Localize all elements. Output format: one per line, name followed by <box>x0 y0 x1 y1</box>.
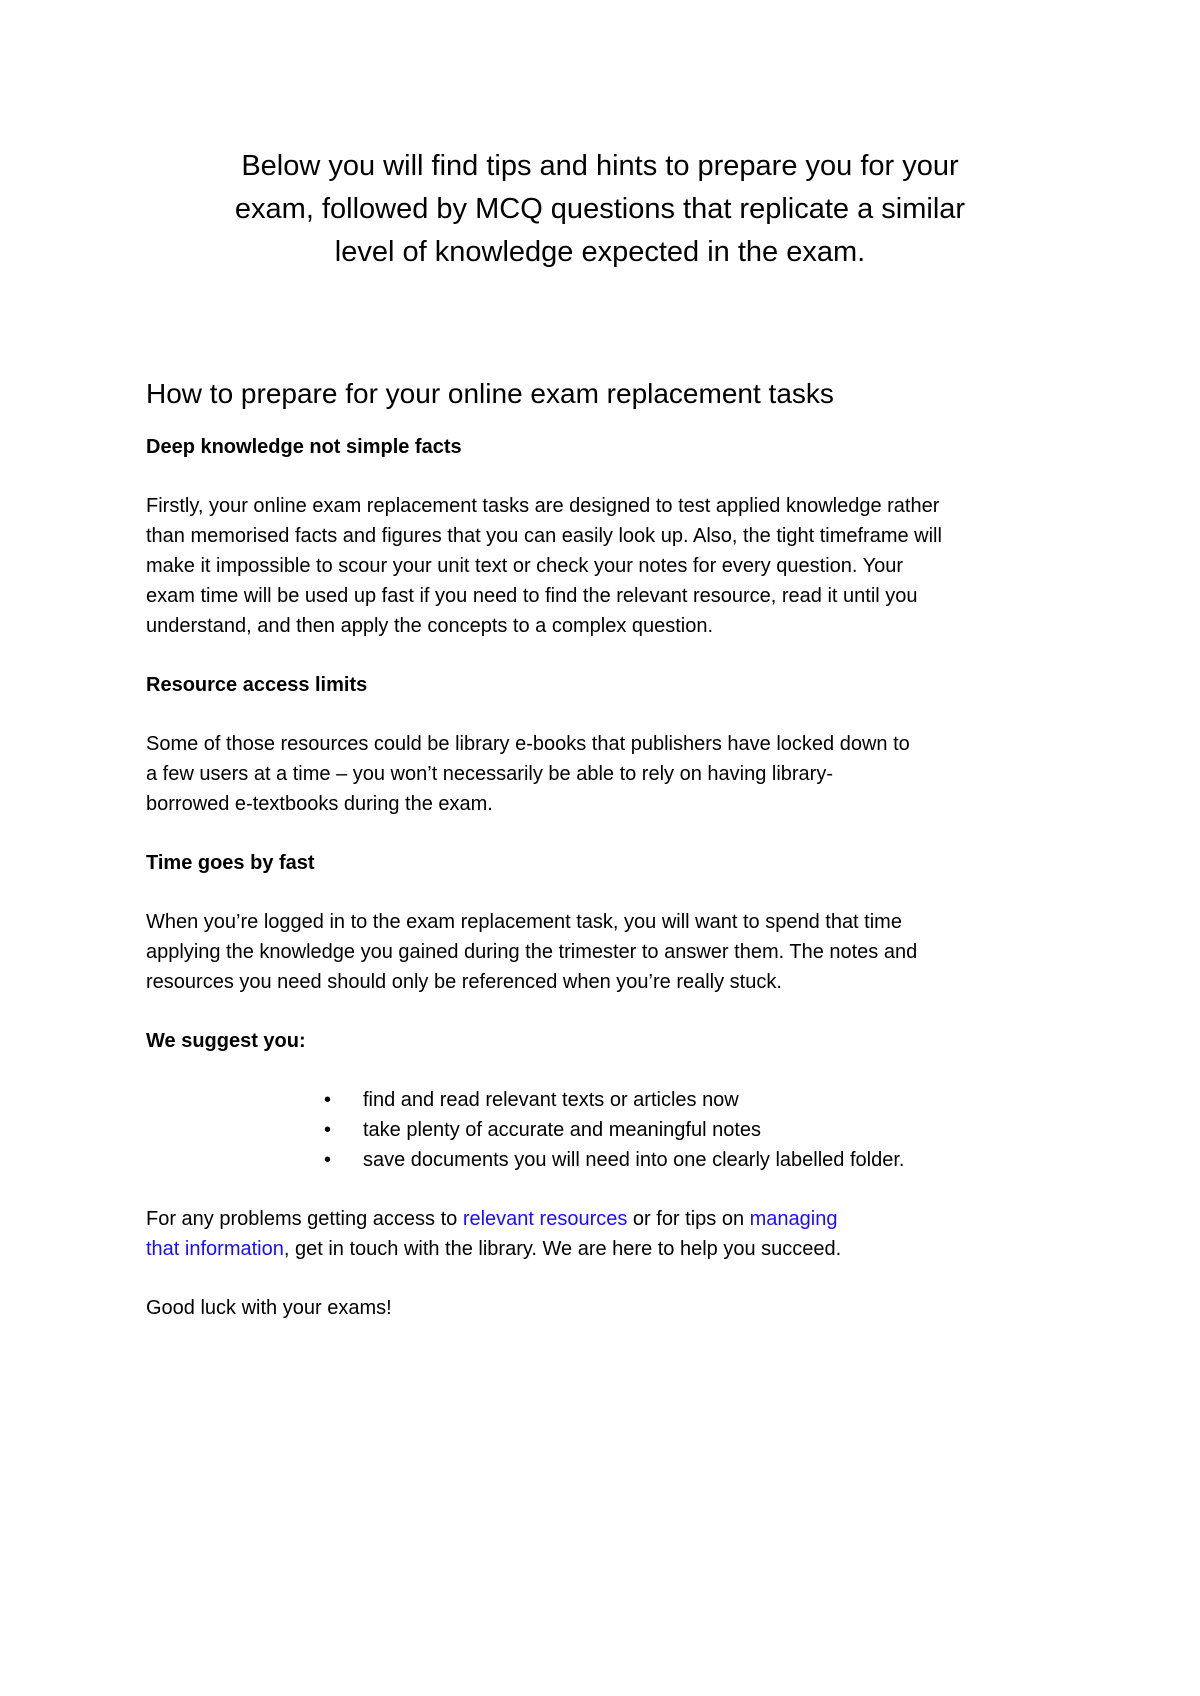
paragraph-line: Some of those resources could be library e-books that publishers have locked down to <box>146 733 910 755</box>
intro-line: Below you will find tips and hints to prepare you for your <box>241 150 959 182</box>
main-content <box>146 376 1066 1352</box>
managing-information-link[interactable]: managing <box>749 1208 838 1230</box>
bullet-icon: • <box>324 1149 332 1171</box>
paragraph-resource-access <box>146 729 1066 819</box>
list-item <box>324 1085 1066 1115</box>
paragraph-line: a few users at a time – you won’t necessarily be able to rely on having library- <box>146 763 834 785</box>
paragraph-line: Firstly, your online exam replacement tasks are designed to test applied knowledge rather <box>146 495 940 517</box>
bullet-icon: • <box>324 1089 332 1111</box>
paragraph-contact <box>146 1204 1066 1264</box>
contact-text: , get in touch with the library. We are here to help you succeed. <box>283 1238 842 1260</box>
paragraph-line: exam time will be used up fast if you need to find the relevant resource, read it until you <box>146 585 918 607</box>
intro-line: level of knowledge expected in the exam. <box>334 236 866 268</box>
paragraph-line: than memorised facts and figures that you can easily look up. Also, the tight timeframe will <box>146 525 942 547</box>
contact-text: or for tips on <box>627 1208 750 1230</box>
intro-text <box>150 145 1050 274</box>
section-heading-resource-access: Resource access limits <box>146 674 368 696</box>
paragraph-line: applying the knowledge you gained during the trimester to answer them. The notes and <box>146 941 918 963</box>
contact-text: For any problems getting access to <box>146 1208 463 1230</box>
list-item-text: save documents you will need into one clearly labelled folder. <box>363 1149 905 1171</box>
section-heading-suggest: We suggest you: <box>146 1030 306 1052</box>
paragraph-line: resources you need should only be referenced when you’re really stuck. <box>146 971 782 993</box>
paragraph-deep-knowledge <box>146 491 1066 641</box>
paragraph-line: understand, and then apply the concepts to a complex question. <box>146 615 714 637</box>
paragraph-line: borrowed e-textbooks during the exam. <box>146 793 493 815</box>
suggestion-list <box>146 1085 1066 1175</box>
paragraph-line: make it impossible to scour your unit text or check your notes for every question. Your <box>146 555 904 577</box>
list-item-text: find and read relevant texts or articles now <box>363 1089 739 1111</box>
paragraph-line <box>146 1204 1066 1234</box>
paragraph-line <box>146 1234 1066 1264</box>
paragraph-line: When you’re logged in to the exam replacement task, you will want to spend that time <box>146 911 902 933</box>
managing-information-link-continued[interactable]: that information <box>146 1238 284 1260</box>
list-item <box>324 1145 1066 1175</box>
bullet-icon: • <box>324 1119 332 1141</box>
section-heading-deep-knowledge: Deep knowledge not simple facts <box>146 436 462 458</box>
intro-line: exam, followed by MCQ questions that replicate a similar <box>234 193 966 225</box>
relevant-resources-link[interactable]: relevant resources <box>462 1208 628 1230</box>
list-item <box>324 1115 1066 1145</box>
section-heading-time: Time goes by fast <box>146 852 315 874</box>
list-item-text: take plenty of accurate and meaningful notes <box>363 1119 762 1141</box>
closing-text: Good luck with your exams! <box>146 1297 392 1319</box>
paragraph-time <box>146 907 1066 997</box>
main-heading: How to prepare for your online exam replacement tasks <box>146 378 834 409</box>
